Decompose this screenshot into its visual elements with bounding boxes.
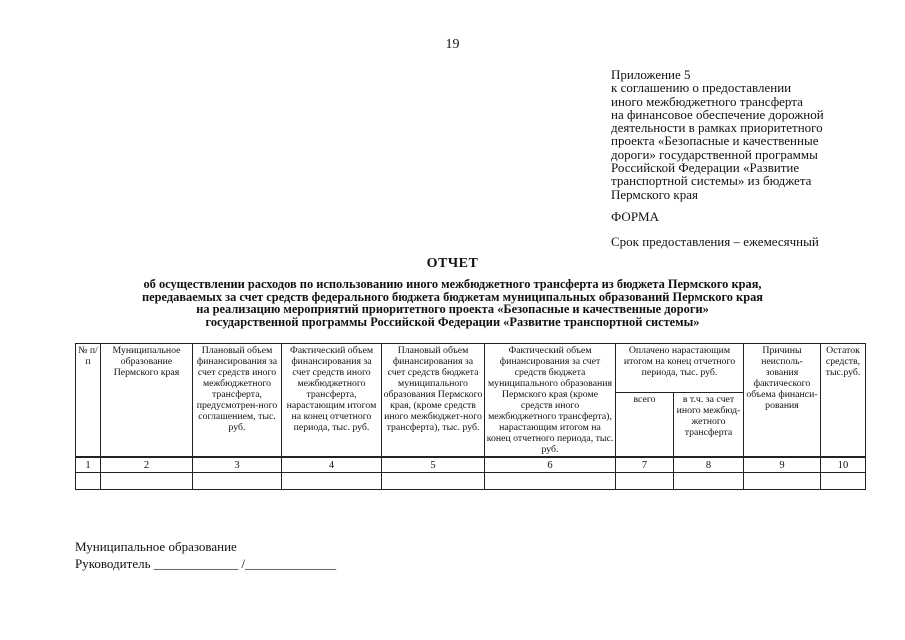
header-cell-paid-total: всего — [616, 392, 674, 457]
column-number: 2 — [101, 457, 193, 473]
empty-cell — [193, 473, 282, 490]
report-table — [75, 343, 866, 490]
empty-cell — [382, 473, 485, 490]
appendix-line: Российской Федерации «Развитие — [611, 160, 800, 176]
column-number: 10 — [821, 457, 866, 473]
empty-cell — [674, 473, 744, 490]
header-cell-balance: Остаток средств, тыс.руб. — [821, 344, 866, 458]
appendix-line: к соглашению о предоставлении — [611, 80, 792, 96]
column-number: 5 — [382, 457, 485, 473]
appendix-block — [611, 68, 871, 201]
header-cell-reasons: Причины неисполь-зования фактического объема финанси-рования — [744, 344, 821, 458]
column-number-row — [76, 457, 866, 473]
header-cell-number: № п/п — [76, 344, 101, 458]
header-cell-planned-transfer: Плановый объем финансирования за счет средств иного межбюджетного трансферта, предусмотрен-ного соглашением, тыс. руб. — [193, 344, 282, 458]
header-cell-planned-local: Плановый объем финансирования за счет средств бюджета муниципального образования Пермского края, (кроме средств иного межбюджет-ного трансферта), тыс. руб. — [382, 344, 485, 458]
subtitle-line: государственной программы Российской Федерации «Развитие транспортной системы» — [205, 314, 700, 329]
subtitle-line: об осуществлении расходов по использованию иного межбюджетного трансферта из бюджета Пермского края, — [143, 277, 762, 291]
appendix-line: Пермского края — [611, 186, 698, 202]
header-cell-paid-transfer: в т.ч. за счет иного межбюд-жетного трансферта — [674, 392, 744, 457]
subtitle-line: передаваемых за счет средств федерального бюджета бюджетам муниципальных образований Пермского края — [141, 289, 763, 304]
header-cell-actual-transfer: Фактический объем финансирования за счет средств иного межбюджетного трансферта, нарастающим итогом на конец отчетного периода, тыс. руб. — [282, 344, 382, 458]
empty-cell — [744, 473, 821, 490]
page-number: 19 — [445, 37, 460, 52]
empty-cell — [101, 473, 193, 490]
report-subtitle — [40, 278, 865, 328]
subtitle-line: на реализацию мероприятий приоритетного проекта «Безопасные и качественные дороги» — [196, 302, 709, 316]
empty-cell — [616, 473, 674, 490]
column-number: 3 — [193, 457, 282, 473]
appendix-line: на финансовое обеспечение дорожной — [611, 106, 824, 122]
signature-block — [75, 538, 336, 572]
form-label: ФОРМА — [611, 209, 659, 224]
submission-deadline: Срок предоставления – ежемесячный — [611, 234, 819, 249]
appendix-line: Приложение 5 — [611, 67, 691, 82]
empty-cell — [485, 473, 616, 490]
appendix-line: дороги» государственной программы — [611, 146, 818, 162]
header-row — [76, 344, 866, 393]
empty-cell — [821, 473, 866, 490]
header-cell-paid-group: Оплачено нарастающим итогом на конец отчетного периода, тыс. руб. — [616, 344, 744, 393]
column-number: 1 — [76, 457, 101, 473]
column-number: 6 — [485, 457, 616, 473]
municipality-label: Муниципальное образование — [75, 539, 237, 554]
empty-cell — [282, 473, 382, 490]
appendix-line: деятельности в рамках приоритетного — [611, 120, 823, 136]
empty-cell — [76, 473, 101, 490]
report-title: ОТЧЕТ — [426, 256, 479, 271]
column-number: 4 — [282, 457, 382, 473]
column-number: 9 — [744, 457, 821, 473]
header-cell-actual-local: Фактический объем финансирования за счет средств бюджета муниципального образования Пермского края (кроме средств иного межбюджетного трансферта), нарастающим итогом на конец отчетного периода, тыс. руб. — [485, 344, 616, 458]
column-number: 7 — [616, 457, 674, 473]
header-cell-municipality: Муниципальное образование Пермского края — [101, 344, 193, 458]
appendix-line: проекта «Безопасные и качественные — [611, 133, 819, 149]
appendix-line: транспортной системы» из бюджета — [611, 173, 812, 189]
head-signature-line: Руководитель _____________ /______________ — [75, 556, 337, 571]
column-number: 8 — [674, 457, 744, 473]
appendix-line: иного межбюджетного трансферта — [611, 93, 803, 109]
empty-data-row — [76, 473, 866, 490]
